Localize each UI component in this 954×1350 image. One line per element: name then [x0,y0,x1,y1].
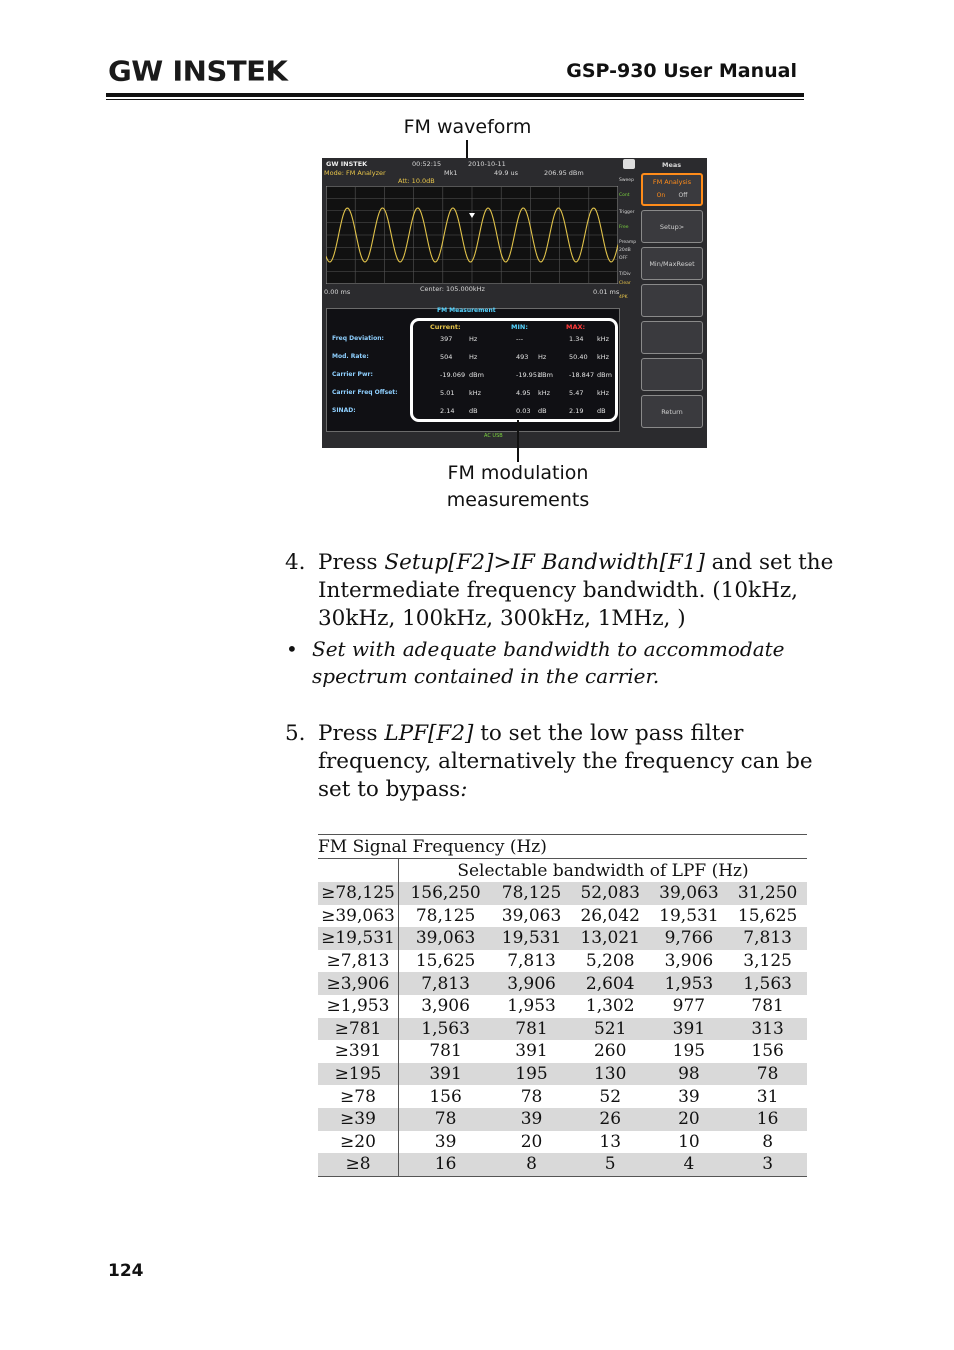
lpf-bandwidth-cell: 1,563 [399,1018,493,1041]
lpf-bandwidth-cell: 391 [650,1018,729,1041]
lpf-bandwidth-cell: 781 [751,996,784,1017]
lpf-bandwidth-cell: 1,563 [728,972,807,995]
panel-title: FM Measurement [437,307,496,314]
meas-row-label: Carrier Freq Offset: [332,389,398,396]
lpf-bandwidth-cell: 78 [520,1086,543,1107]
side-label: Sweep [619,178,634,183]
meas-min-unit: kHz [538,389,551,397]
instrument-screenshot [322,158,707,448]
status-ac-usb: AC USB [484,433,503,439]
fm-signal-cell: ≥8 [318,1153,399,1176]
fm-signal-cell: ≥78,125 [318,882,399,905]
lpf-bandwidth-cell: 195 [492,1063,571,1086]
callout-line-bottom [517,420,519,462]
key-lpf: LPF[F2] [384,721,474,746]
lpf-bandwidth-cell: 1,953 [650,972,729,995]
brand-logo: GW INSTEK [108,54,288,88]
meas-min-value: 493 [516,353,529,361]
lpf-bandwidth-cell: 16 [399,1153,493,1176]
lpf-bandwidth-cell: 39 [492,1108,571,1131]
fm-signal-cell: ≥39,063 [318,905,399,928]
fm-signal-cell: ≥39 [318,1108,399,1131]
screen-date: 2010-10-11 [468,160,506,168]
softkey-return[interactable]: Return [641,395,703,428]
softkey-fm-analysis[interactable]: FM Analysis On Off [641,173,703,206]
table-header-lpf: Selectable bandwidth of LPF (Hz) [399,859,808,883]
lpf-bandwidth-cell: 3 [728,1153,807,1176]
lpf-bandwidth-cell: 5 [571,1153,650,1176]
step-5-line2: frequency, alternatively the frequency can be [318,749,813,774]
table-row [318,1108,807,1131]
note-bullet: • [286,637,298,661]
lpf-bandwidth-cell: 3,906 [664,951,714,972]
table-row [318,972,807,995]
softkey-min-max-reset[interactable]: Min/MaxReset [641,247,703,280]
page-number: 124 [108,1261,144,1281]
lpf-bandwidth-cell: 9,766 [650,927,729,950]
lpf-bandwidth-cell: 1,302 [585,996,635,1017]
side-label: OFF [619,256,628,261]
note-line2: spectrum contained in the carrier. [312,664,660,688]
lpf-bandwidth-cell: 156,250 [399,882,493,905]
menu-title: Meas [662,161,682,169]
lpf-bandwidth-cell: 19,531 [492,927,571,950]
lpf-bandwidth-cell: 31,250 [728,882,807,905]
lpf-bandwidth-cell: 15,625 [415,951,476,972]
table-row [318,1040,807,1063]
fm-signal-cell: ≥781 [318,1018,399,1041]
callout-fm-modulation: FM modulation [447,462,589,484]
col-max: MAX: [566,323,586,331]
lpf-bandwidth-cell: 7,813 [728,927,807,950]
lpf-bandwidth-cell: 52,083 [571,882,650,905]
lpf-bandwidth-cell: 391 [399,1063,493,1086]
lpf-bandwidth-cell: 521 [571,1018,650,1041]
lpf-bandwidth-cell: 39,063 [501,905,562,926]
lpf-bandwidth-cell: 26 [571,1108,650,1131]
axis-right-time: 0.01 ms [593,288,620,296]
lpf-bandwidth-cell: 3,906 [492,972,571,995]
meas-max-unit: kHz [597,353,610,361]
lpf-bandwidth-cell: 8 [762,1131,774,1152]
meas-min-unit: Hz [538,353,547,361]
lpf-bandwidth-cell: 26,042 [580,905,640,926]
fm-signal-cell: ≥19,531 [318,927,399,950]
lpf-bandwidth-cell: 78,125 [492,882,571,905]
fm-signal-cell: ≥3,906 [318,972,399,995]
fm-signal-cell: ≥195 [318,1063,399,1086]
meas-min-unit: dB [538,407,547,415]
meas-min-value: -19.951 [516,371,542,379]
lxi-icon [623,159,635,169]
meas-current-unit: Hz [469,335,478,343]
screen-marker-time: 49.9 us [494,169,519,177]
measurement-highlight-box [410,318,618,422]
softkey-blank[interactable] [641,358,703,391]
fm-signal-cell: ≥1,953 [318,995,399,1018]
meas-min-unit: dBm [538,371,553,379]
step-4-line2: Intermediate frequency bandwidth. (10kHz, [318,578,798,603]
lpf-bandwidth-cell: 13 [599,1131,622,1152]
step-4-line1: Press Setup[F2]>IF Bandwidth[F1] and set the [318,550,834,575]
lpf-bandwidth-cell: 98 [650,1063,729,1086]
meas-max-value: 1.34 [569,335,584,343]
lpf-bandwidth-cell: 4 [650,1153,729,1176]
lpf-bandwidth-cell: 10 [678,1131,700,1152]
axis-left-time: 0.00 ms [324,288,351,296]
lpf-bandwidth-cell: 1,953 [507,996,556,1017]
lpf-bandwidth-cell: 781 [492,1018,571,1041]
meas-current-unit: Hz [469,353,478,361]
table-row [318,927,807,950]
fm-signal-cell: ≥78 [318,1085,399,1108]
screen-time: 00:52:15 [412,160,442,168]
side-label: 20dB [619,248,631,253]
lpf-bandwidth-cell: 7,813 [507,951,556,972]
meas-max-value: 5.47 [569,389,584,397]
meas-min-value: --- [516,335,524,343]
lpf-bandwidth-cell: 52 [599,1086,622,1107]
screen-brand: GW INSTEK [326,160,368,168]
lpf-bandwidth-cell: 195 [672,1041,706,1062]
lpf-bandwidth-cell: 156 [751,1041,784,1062]
col-current: Current: [430,323,461,331]
lpf-bandwidth-cell: 260 [593,1041,627,1062]
step-5-line3: set to bypass: [318,777,468,802]
side-label: Cont [619,193,630,198]
lpf-bandwidth-table [318,834,807,1177]
note-line1: Set with adequate bandwidth to accommodate [312,637,785,661]
meas-row-label: SINAD: [332,407,356,414]
meas-min-value: 4.95 [516,389,531,397]
meas-current-unit: kHz [469,389,482,397]
lpf-bandwidth-cell: 31 [756,1086,779,1107]
side-label: T/Div [619,272,631,277]
side-label: Free [619,225,629,230]
lpf-bandwidth-cell: 130 [571,1063,650,1086]
side-label: 4PK [619,295,628,300]
lpf-bandwidth-cell: 20 [650,1108,729,1131]
lpf-bandwidth-cell: 78 [728,1063,807,1086]
step-5-line1: Press LPF[F2] to set the low pass filter [318,721,744,746]
softkey-setup[interactable]: Setup> [641,210,703,243]
lpf-bandwidth-cell: 8 [492,1153,571,1176]
step-5-number: 5. [285,721,306,746]
meas-max-unit: dBm [597,371,612,379]
step-4-line3: 30kHz, 100kHz, 300kHz, 1MHz, ) [318,606,686,631]
lpf-bandwidth-cell: 391 [515,1041,548,1062]
table-row [318,905,807,928]
header-rule [106,93,804,97]
meas-max-value: 50.40 [569,353,588,361]
key-setup: Setup[F2] [384,550,494,575]
meas-row-label: Carrier Pwr: [332,371,373,378]
meas-current-value: 5.01 [440,389,455,397]
col-min: MIN: [511,323,528,331]
callout-measurements: measurements [446,489,590,511]
axis-center: Center: 105.000kHz [420,285,485,293]
table-row [318,1018,807,1041]
side-label: Preamp [619,240,637,245]
meas-current-unit: dB [469,407,478,415]
table-header-fm-signal: FM Signal Frequency (Hz) [318,835,807,859]
header-rule-thin [106,99,804,100]
fm-off-label: Off [678,192,688,199]
screen-mode: Mode: FM Analyzer [324,169,386,177]
lpf-bandwidth-cell: 781 [429,1041,462,1062]
lpf-bandwidth-cell: 78 [399,1108,493,1131]
lpf-bandwidth-cell: 20 [520,1131,543,1152]
lpf-bandwidth-cell: 2,604 [571,972,650,995]
meas-max-unit: kHz [597,389,610,397]
table-row [318,1085,807,1108]
lpf-bandwidth-cell: 156 [429,1086,462,1107]
table-row [318,1063,807,1086]
lpf-bandwidth-cell: 15,625 [737,905,798,926]
side-label: Clear [619,281,631,286]
meas-current-value: 2.14 [440,407,455,415]
lpf-bandwidth-cell: 19,531 [659,905,719,926]
fm-signal-cell: ≥391 [318,1040,399,1063]
meas-min-value: 0.03 [516,407,531,415]
manual-title: GSP-930 User Manual [566,60,797,82]
meas-max-value: 2.19 [569,407,584,415]
meas-max-unit: kHz [597,335,610,343]
lpf-bandwidth-cell: 5,208 [585,951,635,972]
meas-current-value: 504 [440,353,453,361]
lpf-bandwidth-cell: 78,125 [415,905,476,926]
fm-signal-cell: ≥7,813 [318,950,399,973]
screen-attenuation: Att: 10.0dB [398,177,435,185]
table-row [318,882,807,905]
softkey-blank[interactable] [641,284,703,317]
meas-current-value: 397 [440,335,453,343]
lpf-bandwidth-cell: 39 [434,1131,457,1152]
lpf-bandwidth-cell: 39,063 [650,882,729,905]
softkey-blank[interactable] [641,321,703,354]
lpf-bandwidth-cell: 313 [728,1018,807,1041]
table-row [318,950,807,973]
table-row [318,995,807,1018]
meas-max-unit: dB [597,407,606,415]
lpf-bandwidth-cell: 39,063 [399,927,493,950]
screen-marker-level: 206.95 dBm [544,169,584,177]
meas-row-label: Mod. Rate: [332,353,369,360]
table-row [318,1131,807,1154]
step-4-number: 4. [285,550,306,575]
callout-fm-waveform: FM waveform [403,116,532,138]
fm-signal-cell: ≥20 [318,1131,399,1154]
lpf-bandwidth-cell: 7,813 [399,972,493,995]
lpf-bandwidth-cell: 3,906 [421,996,470,1017]
meas-max-value: -18.847 [569,371,595,379]
table-row [318,1153,807,1176]
fm-on-label: On [656,192,666,199]
key-if-bandwidth: IF Bandwidth[F1] [511,550,705,575]
lpf-bandwidth-cell: 39 [678,1086,700,1107]
screen-marker: Mk1 [444,169,458,177]
lpf-bandwidth-cell: 977 [672,996,706,1017]
meas-current-value: -19.069 [440,371,466,379]
lpf-bandwidth-cell: 16 [728,1108,807,1131]
meas-row-label: Freq Deviation: [332,335,384,342]
lpf-bandwidth-cell: 3,125 [743,951,792,972]
lpf-bandwidth-cell: 13,021 [571,927,650,950]
side-label: Trigger [619,210,635,215]
meas-current-unit: dBm [469,371,484,379]
